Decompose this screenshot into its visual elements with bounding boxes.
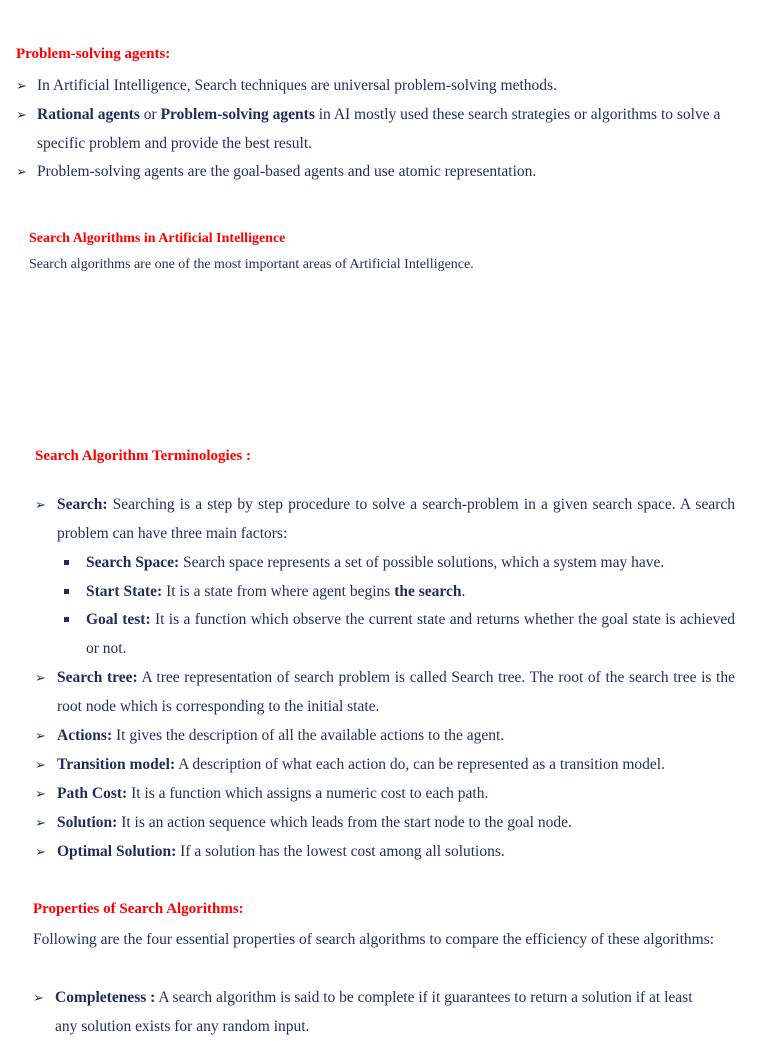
arrowhead-icon: ➢	[35, 670, 46, 685]
section-title-search-algorithms: Search Algorithms in Artificial Intelligence	[29, 231, 286, 246]
sub-list-item-text: Goal test: It is a function which observe the current state and returns whether the goal state is achieved or not.	[86, 611, 735, 657]
square-icon	[64, 617, 69, 622]
list-item-text: Search tree: A tree representation of search problem is called Search tree. The root of the search tree is the root node which is corresponding to the initial state.	[57, 669, 735, 715]
sub-list-item-text: Start State: It is a state from where agent begins the search.	[86, 583, 466, 600]
list-item-text: In Artificial Intelligence, Search techniques are universal problem-solving methods.	[37, 77, 557, 94]
section-text: Search algorithms are one of the most important areas of Artificial Intelligence.	[29, 257, 474, 272]
list-item-text: Path Cost: It is a function which assigns a numeric cost to each path.	[57, 785, 489, 802]
arrowhead-icon: ➢	[16, 164, 27, 179]
arrowhead-icon: ➢	[35, 728, 46, 743]
arrowhead-icon: ➢	[35, 757, 46, 772]
list-item-text: Completeness : A search algorithm is said to be complete if it guarantees to return a solution if at least any solution exists for any random input.	[55, 989, 693, 1035]
section-title-properties: Properties of Search Algorithms:	[33, 901, 244, 917]
list-item-text: Transition model: A description of what each action do, can be represented as a transition model.	[57, 756, 665, 773]
sub-list-item-text: Search Space: Search space represents a set of possible solutions, which a system may have.	[86, 554, 665, 571]
list-item-text: Solution: It is an action sequence which leads from the start node to the goal node.	[57, 814, 572, 831]
arrowhead-icon: ➢	[33, 990, 44, 1005]
arrowhead-icon: ➢	[16, 78, 27, 93]
list-item-text: Search: Searching is a step by step procedure to solve a search-problem in a given search space. A search problem can have three main factors:	[57, 496, 735, 542]
section-title-problem-solving: Problem-solving agents:	[16, 46, 171, 62]
arrowhead-icon: ➢	[16, 107, 27, 122]
square-icon	[64, 589, 69, 594]
list-item-text: Actions: It gives the description of all the available actions to the agent.	[57, 727, 505, 744]
list-item-text: Rational agents or Problem-solving agents in AI mostly used these search strategies or algorithms to solve a specific problem and provide the best result.	[37, 106, 721, 152]
arrowhead-icon: ➢	[35, 786, 46, 801]
list-item-text: Problem-solving agents are the goal-based agents and use atomic representation.	[37, 163, 537, 180]
list-item-text: Optimal Solution: If a solution has the lowest cost among all solutions.	[57, 843, 505, 860]
square-icon	[64, 560, 69, 565]
arrowhead-icon: ➢	[35, 815, 46, 830]
section-intro: Following are the four essential properties of search algorithms to compare the efficiency of these algorithms:	[33, 931, 715, 948]
section-title-terminologies: Search Algorithm Terminologies :	[35, 448, 251, 464]
arrowhead-icon: ➢	[35, 844, 46, 859]
arrowhead-icon: ➢	[35, 497, 46, 512]
